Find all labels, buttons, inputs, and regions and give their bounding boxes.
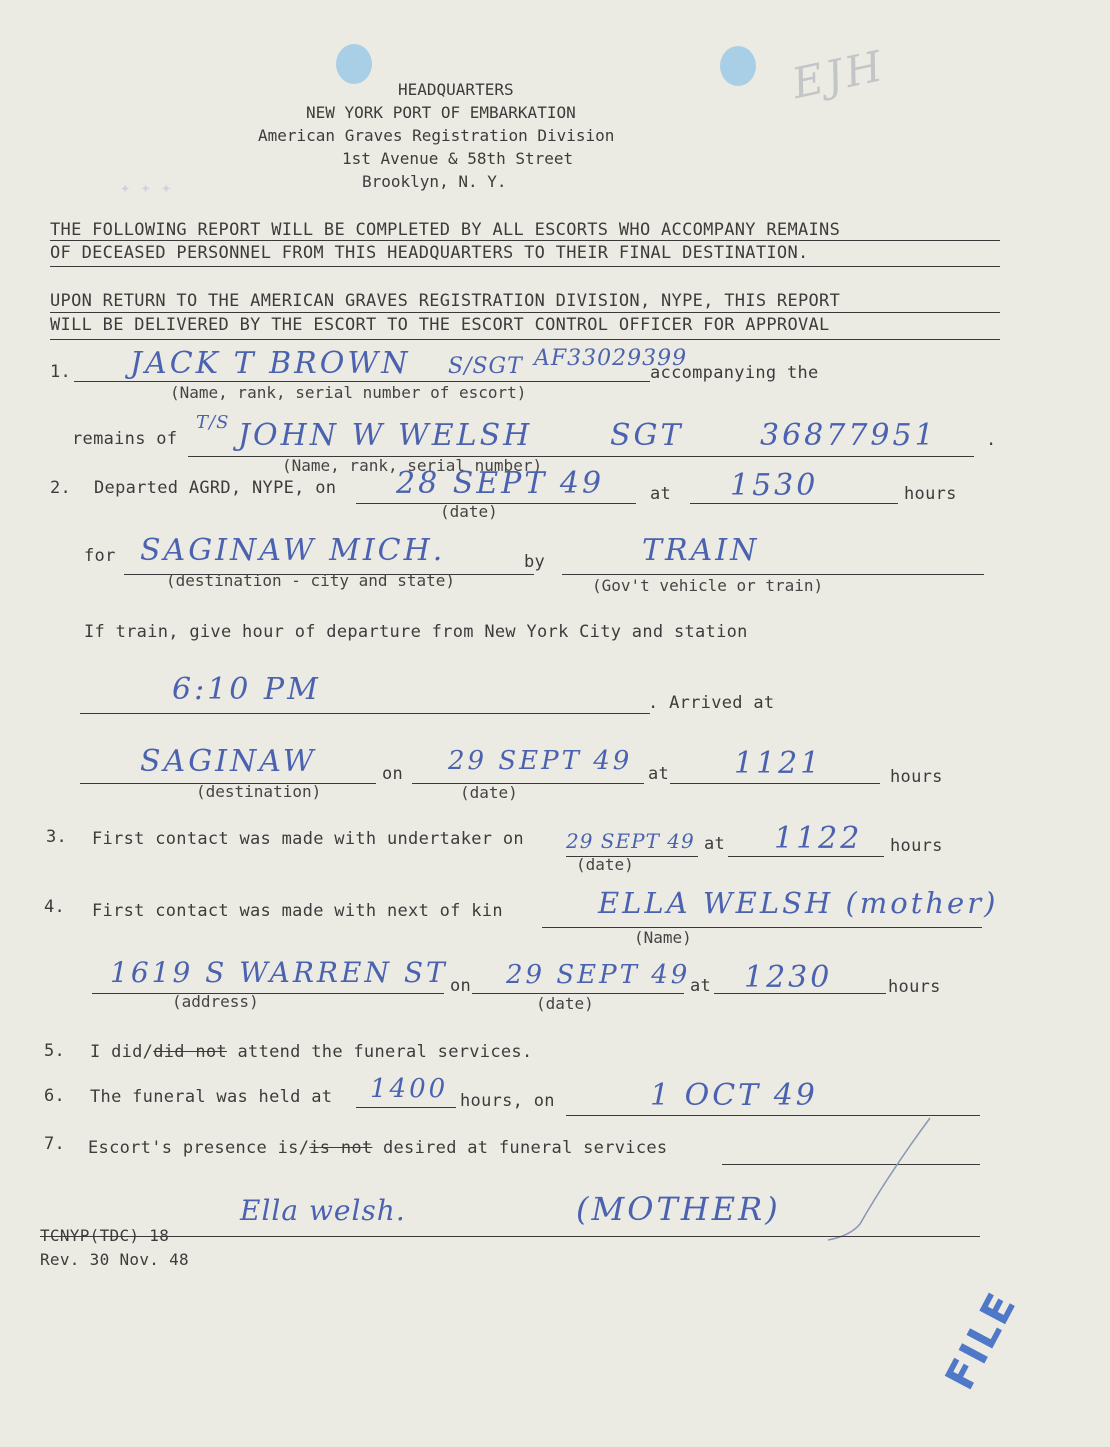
header-line-5: Brooklyn, N. Y. [362,172,507,191]
item-5-number: 5. [44,1041,66,1061]
attendance-statement [90,1042,532,1062]
kin-name-value: ELLA WELSH (mother) [598,886,999,920]
header-line-2: NEW YORK PORT OF EMBARKATION [306,103,576,122]
item-1-number: 1. [50,362,72,382]
arrival-hours-label: hours [890,767,943,787]
item-4-number: 4. [44,897,66,917]
kin-label: First contact was made with next of kin [92,901,503,921]
header-line-4: 1st Avenue & 58th Street [342,149,574,168]
arrival-on-label: on [382,764,404,784]
file-stamp: FILE [937,1284,1027,1398]
train-question: If train, give hour of departure from New York City and station [84,622,748,642]
remains-serial-value: 36877951 [760,418,937,453]
arrival-date-line [412,783,644,784]
undertaker-date-value: 29 SEPT 49 [566,829,695,853]
arrival-date-value: 29 SEPT 49 [448,746,633,776]
destination-value: SAGINAW MICH. [140,533,446,568]
remains-rank-value: SGT [610,418,684,453]
funeral-time-value: 1400 [370,1074,449,1104]
undertaker-label: First contact was made with undertaker on [92,829,524,849]
punch-hole-right [720,46,756,86]
remains-caption: (Name, rank, serial number) [282,456,543,475]
escort-name-value: JACK T BROWN [130,346,411,381]
notice1-line-1: THE FOLLOWING REPORT WILL BE COMPLETED BY ALL ESCORTS WHO ACCOMPANY REMAINS [50,220,841,240]
form-revision: Rev. 30 Nov. 48 [40,1250,189,1269]
remains-prefix-value: T/S [196,412,230,433]
signature-relation-value: (MOTHER) [576,1190,781,1228]
funeral-label: The funeral was held at [90,1087,333,1107]
kin-on-label: on [450,976,472,996]
departed-date-value: 28 SEPT 49 [396,466,605,501]
arrival-dest-caption: (destination) [196,782,322,801]
for-label: for [84,546,116,566]
by-label: by [524,552,546,572]
departed-label: Departed AGRD, NYPE, on [94,478,337,498]
vehicle-value: TRAIN [642,533,760,568]
escort-caption: (Name, rank, serial number of escort) [170,383,527,402]
presence-slash-mark [820,1112,940,1242]
bleed-through: ✦ ✦ ✦ [120,178,172,198]
undertaker-hours-label: hours [890,836,943,856]
remains-period: . [986,430,997,450]
departed-hours-label: hours [904,484,957,504]
arrival-at-label: at [648,764,670,784]
departed-at-label: at [650,484,672,504]
arrival-time-value: 1121 [734,746,823,781]
notice2-rule-2 [50,339,1000,340]
kin-name-line [542,927,982,928]
vehicle-caption: (Gov't vehicle or train) [592,576,824,595]
escort-rank-value: S/SGT [448,354,523,379]
kin-name-caption: (Name) [634,928,692,947]
undertaker-time-line [728,856,884,857]
departure-hour-line [80,713,650,714]
undertaker-date-caption: (date) [576,855,634,874]
destination-caption: (destination - city and state) [166,571,455,590]
form-id: TCNYP(TDC) 18 [40,1226,170,1245]
punch-hole-left [336,44,372,84]
kin-date-caption: (date) [536,994,594,1013]
departed-time-value: 1530 [730,468,819,503]
notice2-rule-1 [50,312,1000,313]
arrival-time-line [670,783,880,784]
attendance-text-a: I did/ [90,1042,154,1062]
attendance-text-b: attend the funeral services. [226,1042,533,1062]
kin-time-value: 1230 [744,960,833,995]
item-7-number: 7. [44,1134,66,1154]
notice1-line-2: OF DECEASED PERSONNEL FROM THIS HEADQUARTERS TO THEIR FINAL DESTINATION. [50,243,809,263]
undertaker-time-value: 1122 [774,821,863,856]
item-2-number: 2. [50,478,72,498]
attendance-struck-option: did not [153,1042,227,1062]
presence-slash-stroke [828,1118,930,1240]
funeral-mid-label: hours, on [460,1091,555,1111]
presence-statement [88,1138,667,1158]
remains-label: remains of [72,429,178,449]
funeral-date-value: 1 OCT 49 [650,1078,818,1113]
arrived-label: . Arrived at [648,693,775,713]
escort-serial-value: AF33029399 [534,346,688,371]
kin-at-label: at [690,976,712,996]
departed-date-caption: (date) [440,502,498,521]
kin-address-caption: (address) [172,992,259,1011]
kin-address-value: 1619 S WARREN ST [110,956,448,989]
accompanying-label: accompanying the [650,363,819,383]
kin-date-value: 29 SEPT 49 [506,960,691,990]
departure-hour-value: 6:10 PM [172,672,321,707]
item-6-number: 6. [44,1086,66,1106]
corner-initials: EJH [787,40,890,109]
escort-field-line [74,381,650,382]
header-line-3: American Graves Registration Division [258,126,615,145]
funeral-time-line [356,1107,456,1108]
presence-struck-option: is not [309,1138,373,1158]
arrival-dest-value: SAGINAW [140,744,317,779]
departed-time-line [690,503,898,504]
kin-address-line [92,993,444,994]
notice2-line-1: UPON RETURN TO THE AMERICAN GRAVES REGISTRATION DIVISION, NYPE, THIS REPORT [50,291,841,311]
notice1-rule-1 [50,240,1000,241]
notice1-rule-2 [50,266,1000,267]
arrival-date-caption: (date) [460,783,518,802]
presence-text-a: Escort's presence is/ [88,1138,310,1158]
vehicle-line [562,574,984,575]
presence-text-b: desired at funeral services [372,1138,668,1158]
header-line-1: HEADQUARTERS [398,80,514,99]
remains-name-value: JOHN W WELSH [238,418,533,453]
notice2-line-2: WILL BE DELIVERED BY THE ESCORT TO THE ESCORT CONTROL OFFICER FOR APPROVAL [50,315,830,335]
item-3-number: 3. [46,827,68,847]
signature-value: Ella welsh. [240,1194,406,1227]
undertaker-at-label: at [704,834,726,854]
signature-line [40,1236,980,1237]
kin-hours-label: hours [888,977,941,997]
